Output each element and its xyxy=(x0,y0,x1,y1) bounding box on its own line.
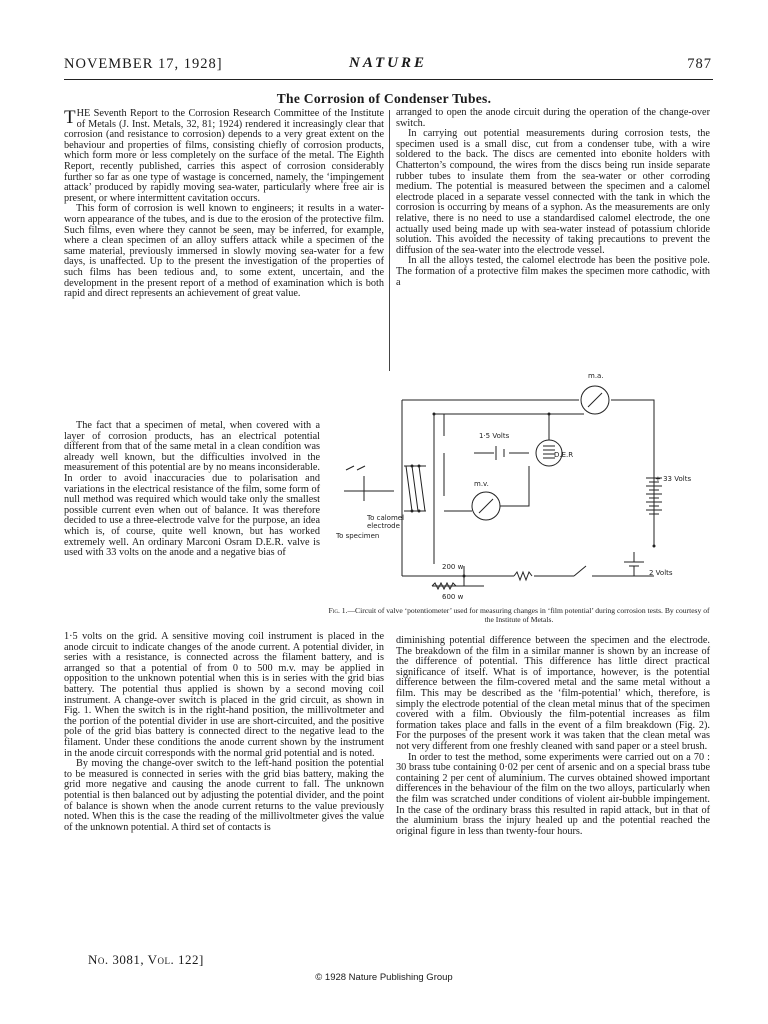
header-rule xyxy=(64,79,713,80)
copyright-notice: © 1928 Nature Publishing Group xyxy=(315,972,453,983)
circuit-figure xyxy=(324,366,714,606)
label-ma: m.a. xyxy=(588,372,604,380)
right-column-lower xyxy=(396,636,710,837)
label-2-volts: 2 Volts xyxy=(649,569,673,577)
issue-volume: No. 3081, Vol. 122] xyxy=(88,952,204,967)
label-to-specimen: To specimen xyxy=(336,532,380,540)
paragraph: diminishing potential difference between the specimen and the electrode. The breakdown of the film in a similar manner is shown by an increase of the difference of potential. This difference has little direct practical significance of itself. What is of importance, however, is the potential difference between the film-covered metal and the same metal without a film. This may be described as the ‘film-potential’ which, therefore, is simply the electrode potential of the clean metal minus that of the specimen covered with a film. Obviously the film-potential increases as film formation takes place and falls in the event of a film breakdown (Fig. 2). For the purposes of the present work it was taken that the clean metal was not very different from one freshly cleaned with sand paper or a steel brush. xyxy=(396,635,710,752)
label-mv: m.v. xyxy=(474,480,489,488)
journal-name: NATURE xyxy=(348,55,427,71)
caption-text: —Circuit of valve ‘potentiometer’ used for measuring changes in ‘film potential’ during corrosion tests. By courtesy of the Institute of Metals. xyxy=(347,606,710,624)
paragraph: 1·5 volts on the grid. A sensitive moving coil instrument is placed in the anode circuit to indicate changes of the anode current. A potential divider, in series with a resistance, is connected across the filament battery, and is arranged so that a potential of from 0 to 500 m.v. may be applied in opposition to the unknown potential when this is in series with the grid bias battery. The potential thus applied is shown by a second moving coil instrument. A change-over switch is placed in the grid circuit, as shown in Fig. 1. When the switch is in the right-hand position, the millivoltmeter and the portion of the potential divider in use are short-circuited, and the positive pole of the grid bias battery is connected direct to the negative lead to the filament. Under these conditions the anode current shown by the instrument in the anode circuit corresponds with the normal grid potential and is noted. xyxy=(64,631,384,759)
paragraph: In all the alloys tested, the calomel electrode has been the positive pole. The formation of a protective film makes the specimen more cathodic, with a xyxy=(396,255,710,288)
label-to-calomel: To calomel xyxy=(367,514,405,522)
figure-number: Fig. 1. xyxy=(328,606,348,615)
left-column-narrow xyxy=(64,421,320,559)
paragraph: In order to test the method, some experiments were carried out on a 70 : 30 brass tube containing 0·02 per cent of arsenic and on a special brass tube containing 2 per cent of aluminium. The curves obtained showed important differences in the behaviour of the film on the two alloys, particularly when the film was scratched under conditions of violent air-bubble impingement. In the case of the ordinary brass this resulted in rapid attack, but in that of the aluminium brass the injury healed up and the potential reached the original figure in less than twenty-four hours. xyxy=(396,751,710,837)
page-number: 787 xyxy=(687,56,712,72)
paragraph: By moving the change-over switch to the left-hand position the potential to be measured is connected in series with the grid bias battery, making the grid more negative and causing the anode current to fall. The unknown potential is then balanced out by adjusting the potential divider, and the point of balance is shown when the anode current returns to the value previously noted. When this is the case the reading of the millivoltmeter gives the value of the unknown potential. A third set of contacts is xyxy=(64,758,384,833)
paragraph: The fact that a specimen of metal, when covered with a layer of corrosion products, has an electrical potential different from that of the same metal in a clean condition was already well known, but the difficulties involved in the measurement of this potential are by no means inconsiderable. In order to avoid inaccuracies due to polarisation and variations in the electrical resistance of the film, some form of null method was required which would take only the smallest possible current even when out of balance. It was therefore decided to use a three-electrode valve for the purpose, an idea which is, of course, quite well known, but has worked extremely well. An ordinary Marconi Osram D.E.R. valve is used with 33 volts on the anode and a negative bias of xyxy=(64,420,320,559)
label-electrode: electrode xyxy=(367,522,400,530)
left-column-upper xyxy=(64,109,384,300)
right-column-upper xyxy=(396,108,710,288)
label-600w: 600 w xyxy=(442,593,464,601)
left-column-lower xyxy=(64,632,384,833)
issue-date: NOVEMBER 17, 1928] xyxy=(64,56,223,72)
label-der: D.E.R xyxy=(554,451,574,459)
circuit-diagram xyxy=(324,366,714,606)
paragraph: In carrying out potential measurements during corrosion tests, the specimen used is a small disc, cut from a condenser tube, with a wire soldered to the back. The discs are cemented into ebonite holders with Chatterton’s compound, the wires from the discs being run inside separate rubber tubes to insulate them from the sea-water or other corroding medium. The potential is measured between the specimen and a calomel electrode placed in a separate vessel connected with the tank in which the corrosion is occurring by means of a syphon. As the measurements are only relative, there is no need to use a standardised calomel electrode, the one actually used being made up with sea-water instead of potassium chloride solution. This avoided the necessity of taking precautions to prevent the diffusion of the sea-water into the electrode vessel. xyxy=(396,128,710,256)
label-33-volts: + 33 Volts xyxy=(655,475,692,483)
paragraph: THE Seventh Report to the Corrosion Research Committee of the Institute of Metals (J. Inst. Metals, 32, 81; 1924) rendered it increasingly clear that corrosion (and resistance to corrosion) depends to a very great extent on the behaviour and properties of films, consisting chiefly of corrosion products, which form more or less completely on the surface of the metal. The Eighth Report, recently published, carries this aspect of corrosion considerably further so far as one type of wastage is concerned, namely, the ‘impingement attack’ produced by rapidly moving sea-water, particularly where free air is present, or where intermittent cavitation occurs. xyxy=(64,107,384,204)
figure-caption xyxy=(326,606,712,624)
paragraph: arranged to open the anode circuit during the operation of the change-over switch. xyxy=(396,107,710,129)
paragraph: This form of corrosion is well known to engineers; it results in a water-worn appearance of the tubes, and is due to the erosion of the protective film. Such films, even where they cannot be seen, may be inferred, for example, where a clean specimen of an alloy suffers attack while a specimen of the same material, previously immersed in slowly moving sea-water for a few days, is unaffected. Up to the present the investigation of the properties of such films has been tedious and, to some extent, uncertain, and the development in the present report of a method of examination which is both rapid and direct represents an achievement of great value. xyxy=(64,203,384,300)
column-divider xyxy=(389,110,390,371)
label-200w: 200 w xyxy=(442,563,464,571)
article-title: The Corrosion of Condenser Tubes. xyxy=(276,91,492,106)
running-header xyxy=(64,56,712,76)
label-1-5-volts: 1·5 Volts xyxy=(479,432,510,440)
drop-cap: T xyxy=(64,107,76,128)
